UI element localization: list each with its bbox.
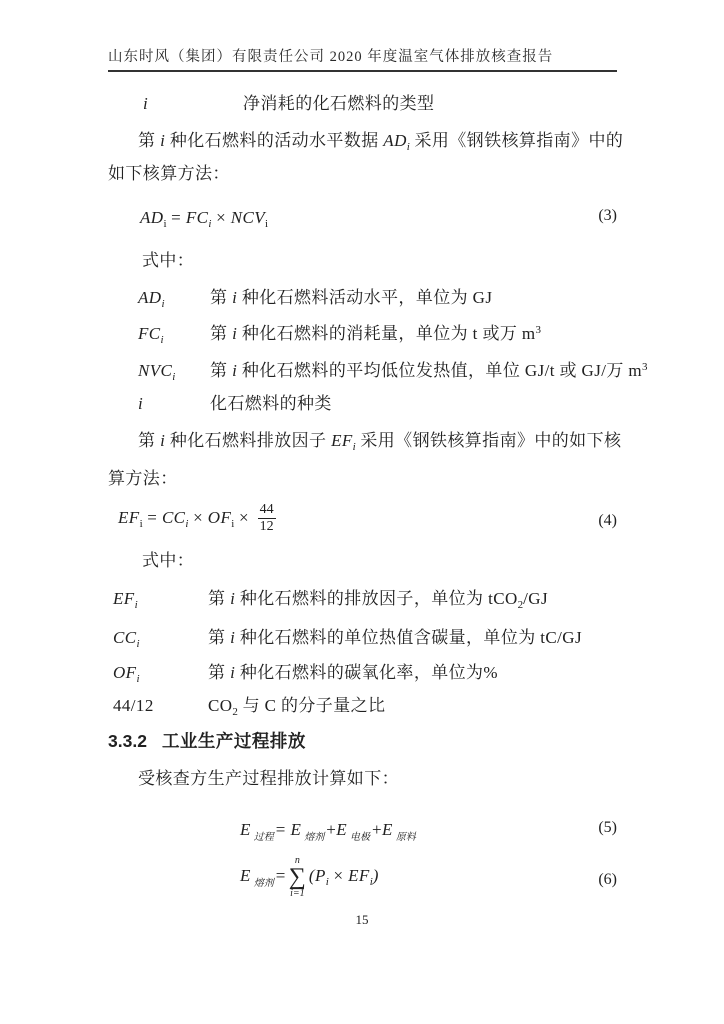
text-segment: 第 xyxy=(208,663,231,682)
text-segment: i xyxy=(231,517,235,530)
term-label xyxy=(113,662,208,687)
text-segment: = xyxy=(166,208,186,227)
text-segment: = xyxy=(142,507,162,527)
text-segment: 电极 xyxy=(350,832,371,843)
page-number: 15 xyxy=(355,912,369,927)
text-segment: ) xyxy=(372,866,379,886)
text-segment: 熔剂 xyxy=(304,832,325,843)
text-segment: × xyxy=(211,208,231,227)
formula-4 xyxy=(118,502,276,535)
page-header-title: 山东时风（集团）有限责任公司 2020 年度温室气体排放核查报告 xyxy=(108,49,554,65)
term-label xyxy=(138,323,210,348)
text-segment: i xyxy=(232,324,238,343)
formula-6-left xyxy=(240,866,286,890)
text-segment: × xyxy=(328,866,349,886)
formula-4-expression xyxy=(118,507,254,530)
term-row-adi xyxy=(138,287,492,312)
text-segment: 44/12 xyxy=(113,696,154,715)
term-row-ofi xyxy=(113,662,498,687)
text-segment: i xyxy=(161,298,165,310)
text-segment: 原料 xyxy=(395,832,416,843)
text-segment: 2 xyxy=(232,706,238,718)
text-segment: 3 xyxy=(642,361,648,373)
text-segment: i xyxy=(160,431,166,450)
term-label xyxy=(113,627,208,652)
text-segment: P xyxy=(314,866,326,886)
text-segment: i xyxy=(352,441,356,453)
text-segment: i xyxy=(185,517,189,530)
text-segment: FC xyxy=(138,324,161,343)
where-label-1: 式中： xyxy=(142,251,195,270)
text-segment: 第 xyxy=(138,131,161,150)
text-segment: 化石燃料的种类 xyxy=(210,394,332,413)
text-segment: /GJ xyxy=(523,589,548,608)
text-segment: i xyxy=(138,394,144,413)
term-label xyxy=(113,588,208,613)
formula-3 xyxy=(140,207,268,232)
fraction-numerator: 44 xyxy=(259,502,274,517)
text-segment: 第 xyxy=(208,589,231,608)
text-segment: 净消耗的化石燃料的类型 xyxy=(243,94,435,113)
paragraph-2-line-1 xyxy=(138,430,621,455)
text-segment: 种化石燃料的单位热值含碳量，单位为 tC/GJ xyxy=(235,628,582,647)
term-label xyxy=(113,695,208,716)
term-definition xyxy=(208,589,548,611)
text-segment: = xyxy=(275,820,291,839)
text-segment: i xyxy=(139,517,143,530)
text-segment: 第 xyxy=(210,324,233,343)
term-row-fci xyxy=(138,323,541,348)
text-segment: E xyxy=(336,820,348,839)
equation-number-5: (5) xyxy=(598,819,617,836)
text-segment: 种化石燃料的消耗量，单位为 t 或万 m xyxy=(237,324,536,343)
paragraph-1-line-2: 如下核算方法： xyxy=(108,164,230,183)
text-segment: i xyxy=(208,218,212,230)
summation-lower-bound: i=1 xyxy=(290,887,305,899)
text-segment: CC xyxy=(161,507,186,527)
equation-number-3: (3) xyxy=(598,207,617,224)
text-segment: AD xyxy=(140,208,164,227)
text-segment: 过程 xyxy=(253,832,274,843)
text-segment: i xyxy=(264,218,269,230)
term-definition xyxy=(208,628,582,647)
text-segment: + xyxy=(372,820,383,839)
term-definition xyxy=(210,288,492,307)
paragraph-2-line-2: 算方法： xyxy=(108,469,178,488)
text-segment: ( xyxy=(308,866,315,886)
text-segment: = xyxy=(275,866,286,886)
text-segment: i xyxy=(369,876,373,889)
equation-number-4: (4) xyxy=(598,512,617,529)
fraction-denominator: 12 xyxy=(259,519,274,535)
text-segment: 种化石燃料的碳氧化率，单位为% xyxy=(235,663,498,682)
text-segment: 种化石燃料排放因子 xyxy=(165,431,332,450)
text-segment: i xyxy=(143,94,149,113)
text-segment: i xyxy=(230,589,236,608)
text-segment: + xyxy=(326,820,337,839)
text-segment: 第 xyxy=(210,288,233,307)
text-segment: NCV xyxy=(230,208,265,227)
term-row-i-intro xyxy=(143,93,434,114)
text-segment: i xyxy=(232,361,238,380)
summation-upper-bound: n xyxy=(294,855,300,866)
text-segment: E xyxy=(290,820,302,839)
text-segment: OF xyxy=(207,507,232,527)
text-segment: i xyxy=(160,131,166,150)
term-definition xyxy=(243,94,434,113)
text-segment: CO xyxy=(208,696,233,715)
term-row-i-type xyxy=(138,393,332,414)
text-segment: 种化石燃料的排放因子，单位为 tCO xyxy=(235,589,518,608)
text-segment: 种化石燃料活动水平，单位为 GJ xyxy=(237,288,493,307)
text-segment: × xyxy=(234,507,254,527)
text-segment: i xyxy=(230,628,236,647)
term-definition xyxy=(208,663,498,682)
term-definition xyxy=(210,394,332,413)
term-row-cci xyxy=(113,627,582,652)
term-definition xyxy=(210,361,648,380)
text-segment: 熔剂 xyxy=(253,878,274,890)
text-segment: AD xyxy=(383,131,407,150)
term-label xyxy=(138,360,210,385)
text-segment: 采用《钢铁核算指南》中的 xyxy=(409,131,624,150)
text-segment: NVC xyxy=(138,361,173,380)
text-segment: EF xyxy=(331,431,353,450)
text-segment: 采用《钢铁核算指南》中的如下核 xyxy=(355,431,622,450)
term-row-efi xyxy=(113,588,548,613)
text-segment: 3 xyxy=(535,324,542,336)
term-label xyxy=(143,93,243,114)
formula-5 xyxy=(240,819,418,845)
text-segment: AD xyxy=(138,288,162,307)
text-segment: 种化石燃料的平均低位发热值，单位 GJ/t 或 GJ/万 m xyxy=(237,361,643,380)
text-segment: i xyxy=(232,288,238,307)
summation-symbol xyxy=(289,856,306,899)
text-segment: OF xyxy=(113,663,137,682)
text-segment: EF xyxy=(118,507,140,527)
text-segment: 2 xyxy=(517,599,524,611)
section-number: 3.3.2 xyxy=(108,731,147,751)
formula-6 xyxy=(240,856,379,899)
text-segment: E xyxy=(240,866,251,886)
text-segment: 第 xyxy=(210,361,233,380)
text-segment: i xyxy=(134,599,138,611)
text-segment: EF xyxy=(113,589,135,608)
text-segment: i xyxy=(230,663,236,682)
text-segment: CC xyxy=(113,628,137,647)
text-segment: 种化石燃料的活动水平数据 xyxy=(165,131,384,150)
equation-number-6: (6) xyxy=(598,871,617,888)
text-segment: i xyxy=(406,141,410,153)
text-segment: EF xyxy=(348,866,370,886)
header-rule xyxy=(108,70,617,72)
term-row-44-12 xyxy=(113,695,385,720)
section-heading-3-3-2 xyxy=(108,731,306,753)
term-definition xyxy=(210,324,541,343)
text-segment: × xyxy=(188,507,208,527)
paragraph-3: 受核查方生产过程排放计算如下： xyxy=(138,769,399,788)
term-row-nvci xyxy=(138,360,648,385)
text-segment: i xyxy=(160,334,164,346)
text-segment: i xyxy=(172,371,176,383)
formula-6-right xyxy=(308,866,379,889)
text-segment: FC xyxy=(185,208,209,227)
text-segment: 第 xyxy=(208,628,231,647)
text-segment: 与 C 的分子量之比 xyxy=(237,696,386,715)
section-title: 工业生产过程排放 xyxy=(161,731,306,751)
sigma-icon: ∑ xyxy=(288,864,306,890)
term-definition xyxy=(208,696,386,718)
text-segment: i xyxy=(325,876,329,889)
paragraph-1-line-1 xyxy=(138,130,623,155)
text-segment: E xyxy=(382,820,393,839)
fraction-44-12 xyxy=(258,502,276,535)
text-segment: 第 xyxy=(138,431,161,450)
term-label xyxy=(138,287,210,312)
text-segment: i xyxy=(163,218,167,230)
text-segment: E xyxy=(240,820,251,839)
where-label-2: 式中： xyxy=(142,551,195,570)
term-label xyxy=(138,393,210,414)
text-segment: i xyxy=(136,673,140,685)
text-segment: i xyxy=(136,638,140,650)
